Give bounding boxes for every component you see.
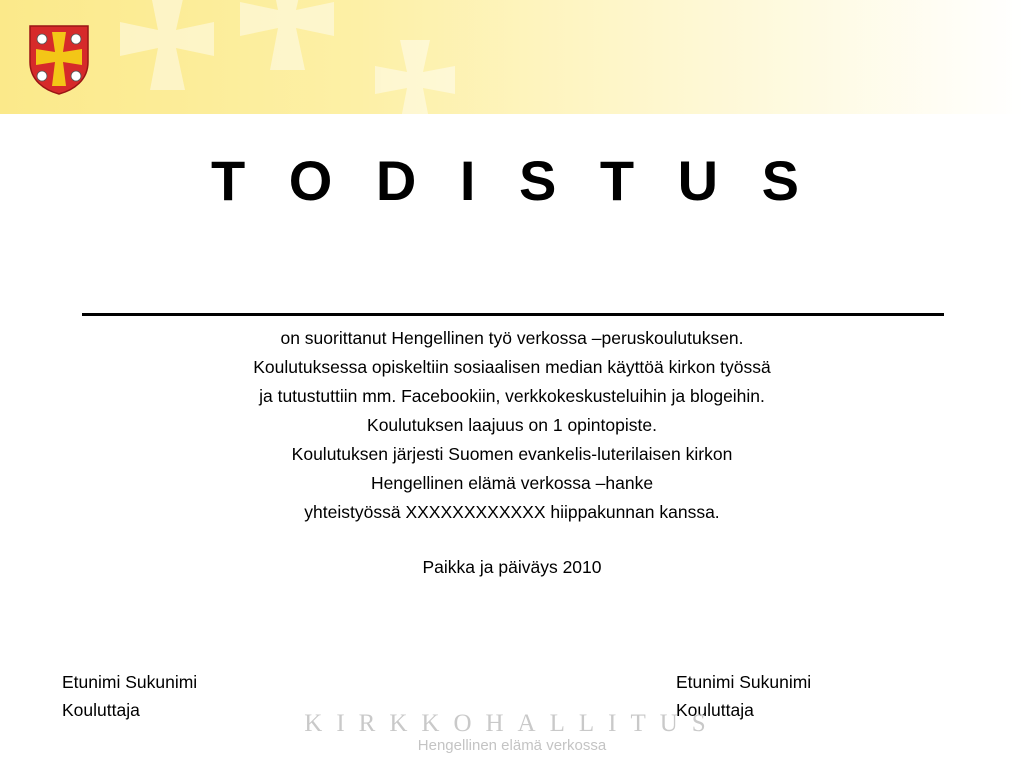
body-line: Hengellinen elämä verkossa –hanke [370, 473, 654, 493]
signer-role: Kouluttaja [676, 700, 754, 720]
body-line: Koulutuksen laajuus on 1 opintopiste. [367, 415, 657, 435]
body-line: Koulutuksessa opiskeltiin sosiaalisen median käyttöä kirkon työssä [253, 357, 771, 377]
body-line: on suorittanut Hengellinen työ verkossa –peruskoulutuksen. [280, 328, 744, 348]
place-and-date: Paikka ja päiväys 2010 [422, 557, 602, 577]
signer-name: Etunimi Sukunimi [676, 672, 812, 692]
certificate-body [0, 324, 1024, 527]
footer-tagline: Hengellinen elämä verkossa [417, 737, 607, 754]
decorative-crosses [0, 0, 1024, 114]
coat-of-arms-icon [28, 24, 90, 96]
body-line: yhteistyössä XXXXXXXXXXXX hiippakunnan kanssa. [304, 502, 720, 522]
body-line: Koulutuksen järjesti Suomen evankelis-luterilaisen kirkon [291, 444, 733, 464]
kirkkohallitus-logo: KIRKKOHALLITUS [304, 710, 720, 737]
body-line: ja tutustuttiin mm. Facebookiin, verkkokeskusteluihin ja blogeihin. [259, 386, 765, 406]
signer-name: Etunimi Sukunimi [62, 672, 198, 692]
recipient-name-line [82, 313, 944, 316]
header-banner [0, 0, 1024, 114]
certificate-title: T O D I S T U S [210, 149, 814, 212]
signer-role: Kouluttaja [62, 700, 140, 720]
